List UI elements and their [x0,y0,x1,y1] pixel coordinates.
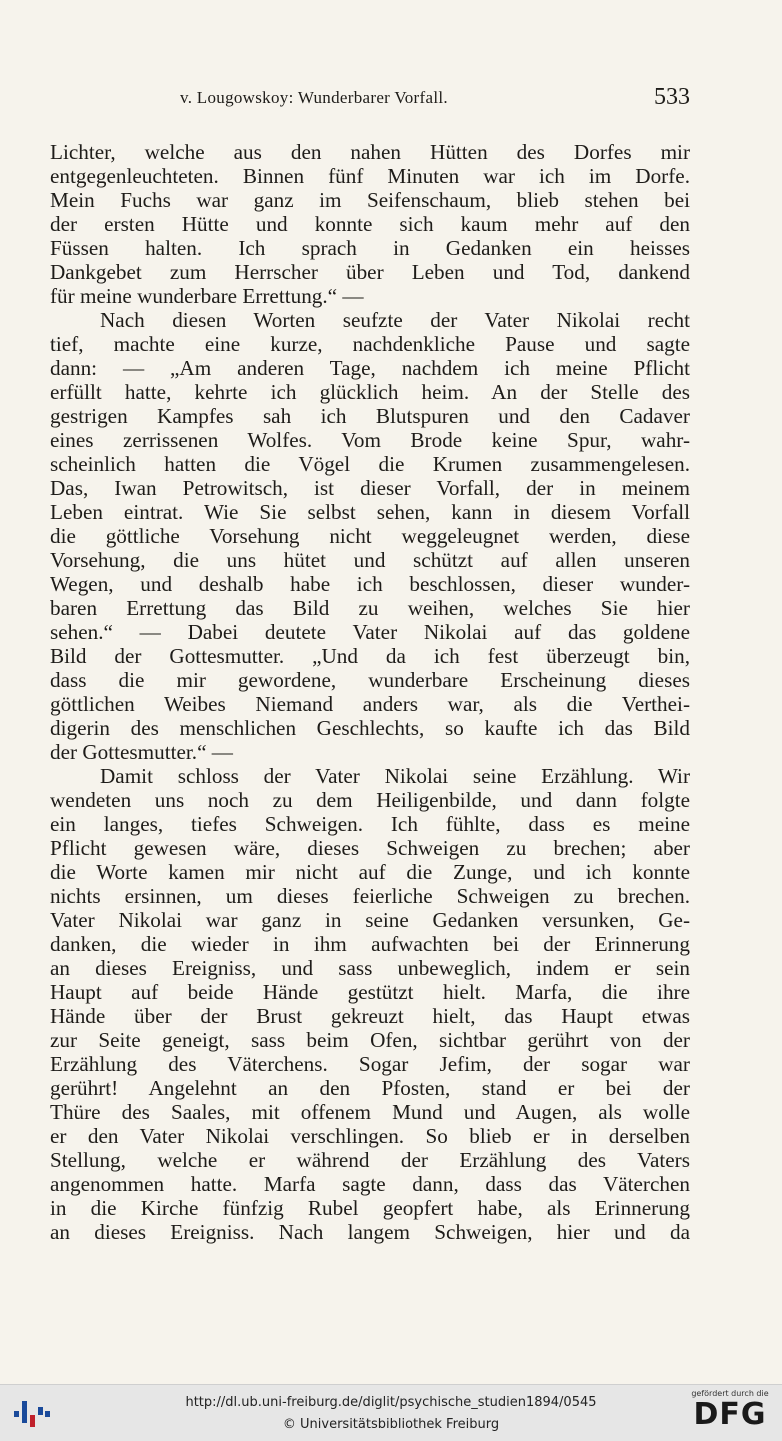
footer-bar [0,1384,782,1441]
text-line: Hände über der Brust gekreuzt hielt, das Haupt etwas [50,1004,690,1028]
text-line: scheinlich hatten die Vögel die Krumen zusammengelesen. [50,452,690,476]
text-line: gestrigen Kampfes sah ich Blutspuren und den Cadaver [50,404,690,428]
text-line: für meine wunderbare Errettung.“ — [50,284,364,308]
text-line: Nach diesen Worten seufzte der Vater Nikolai recht [100,308,690,332]
text-line: Pflicht gewesen wäre, dieses Schweigen zu brechen; aber [50,836,690,860]
text-line: Vorsehung, die uns hütet und schützt auf allen unseren [50,548,690,572]
text-line: Bild der Gottesmutter. „Und da ich fest überzeugt bin, [50,644,690,668]
text-line: ein langes, tiefes Schweigen. Ich fühlte, dass es meine [50,812,690,836]
text-line: Leben eintrat. Wie Sie selbst sehen, kann in diesem Vorfall [50,500,690,524]
text-line: in die Kirche fünfzig Rubel geopfert habe, als Erinnerung [50,1196,690,1220]
text-line: Lichter, welche aus den nahen Hütten des Dorfes mir [50,140,690,164]
text-line: nichts ersinnen, um dieses feierliche Schweigen zu brechen. [50,884,690,908]
text-line: erfüllt hatte, kehrte ich glücklich heim. An der Stelle des [50,380,690,404]
text-line: dann: — „Am anderen Tage, nachdem ich meine Pflicht [50,356,690,380]
text-line: tief, machte eine kurze, nachdenkliche Pause und sagte [50,332,690,356]
text-line: Haupt auf beide Hände gestützt hielt. Marfa, die ihre [50,980,690,1004]
text-line: digerin des menschlichen Geschlechts, so kaufte ich das Bild [50,716,690,740]
text-line: Stellung, welche er während der Erzählung des Vaters [50,1148,690,1172]
dfg-wordmark: DFG [693,1397,767,1432]
text-line: entgegenleuchteten. Binnen fünf Minuten war ich im Dorfe. [50,164,690,188]
running-title: v. Lougowskoy: Wunderbarer Vorfall. [180,88,448,107]
text-line: Thüre des Saales, mit offenem Mund und Augen, als wolle [50,1100,690,1124]
text-line: Vater Nikolai war ganz in seine Gedanken versunken, Ge- [50,908,690,932]
text-line: gerührt! Angelehnt an den Pfosten, stand er bei der [50,1076,690,1100]
text-line: der Gottesmutter.“ — [50,740,233,764]
text-line: sehen.“ — Dabei deutete Vater Nikolai auf das goldene [50,620,690,644]
text-line: an dieses Ereigniss, und sass unbeweglich, indem er sein [50,956,690,980]
text-line: Das, Iwan Petrowitsch, ist dieser Vorfall, der in meinem [50,476,690,500]
text-line: er den Vater Nikolai verschlingen. So blieb er in derselben [50,1124,690,1148]
text-line: Erzählung des Väterchens. Sogar Jefim, der sogar war [50,1052,690,1076]
text-line: wendeten uns noch zu dem Heiligenbilde, und dann folgte [50,788,690,812]
text-line: eines zerrissenen Wolfes. Vom Brode keine Spur, wahr- [50,428,690,452]
text-line: dass die mir gewordene, wunderbare Erscheinung dieses [50,668,690,692]
text-line: der ersten Hütte und konnte sich kaum mehr auf den [50,212,690,236]
text-line: Füssen halten. Ich sprach in Gedanken ein heisses [50,236,690,260]
text-line: an dieses Ereigniss. Nach langem Schweigen, hier und da [50,1220,690,1244]
body-text [50,140,690,1244]
text-line: danken, die wieder in ihm aufwachten bei der Erinnerung [50,932,690,956]
text-line: angenommen hatte. Marfa sagte dann, dass das Väterchen [50,1172,690,1196]
text-line: Dankgebet zum Herrscher über Leben und Tod, dankend [50,260,690,284]
text-line: baren Errettung das Bild zu weihen, welches Sie hier [50,596,690,620]
footer-url[interactable]: http://dl.ub.uni-freiburg.de/diglit/psychische_studien1894/0545 [185,1395,597,1410]
text-line: Wegen, und deshalb habe ich beschlossen, dieser wunder- [50,572,690,596]
text-line: göttlichen Weibes Niemand anders war, als die Verthei- [50,692,690,716]
text-line: die göttliche Vorsehung nicht weggeleugnet werden, diese [50,524,690,548]
page-number: 533 [654,84,690,110]
text-line: zur Seite geneigt, sass beim Ofen, sichtbar gerührt von der [50,1028,690,1052]
dfg-caption: gefördert durch die [691,1389,769,1398]
text-line: Damit schloss der Vater Nikolai seine Erzählung. Wir [100,764,690,788]
text-line: die Worte kamen mir nicht auf die Zunge, und ich konnte [50,860,690,884]
footer-copyright: © Universitätsbibliothek Freiburg [282,1417,500,1432]
running-head [50,84,690,118]
text-line: Mein Fuchs war ganz im Seifenschaum, blieb stehen bei [50,188,690,212]
dfg-logo [688,1389,772,1439]
